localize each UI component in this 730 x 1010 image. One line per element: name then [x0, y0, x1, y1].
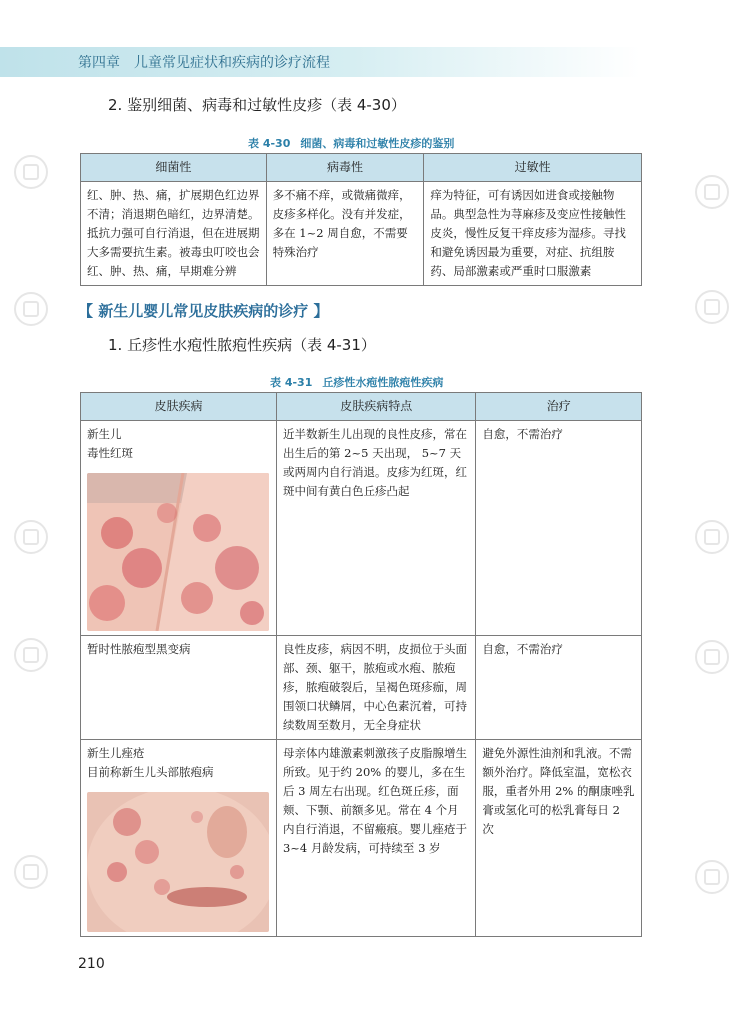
section-title: 【 新生儿婴儿常见皮肤疾病的诊疗 】	[78, 302, 329, 320]
chapter-title: 第四章 儿童常见症状和疾病的诊疗流程	[78, 55, 330, 71]
erythema-toxicum-photo	[87, 473, 269, 631]
disease-name-sub: 目前称新生儿头部脓疱病	[87, 765, 214, 779]
table-430-number: 表 4-30	[248, 137, 291, 150]
watermark-seal-icon	[14, 855, 48, 889]
disease-name-cell	[81, 740, 277, 937]
watermark-seal-icon	[14, 155, 48, 189]
table-cell: 痒为特征，可有诱因如进食或接触物品。典型急性为荨麻疹及变应性接触性皮炎，慢性反复干痒皮疹为湿疹。寻找和避免诱因最为重要，对症、抗组胺药、局部激素或严重时口服激素	[424, 182, 642, 286]
column-header: 治疗	[476, 393, 642, 421]
watermark-seal-icon	[14, 520, 48, 554]
column-header: 皮肤疾病	[81, 393, 277, 421]
table-header-row	[81, 154, 642, 182]
column-header: 过敏性	[424, 154, 642, 182]
disease-features-cell: 近半数新生儿出现的良性皮疹，常在出生后的第 2~5 天出现， 5~7 天或两周内自行消退。皮疹为红斑，红斑中间有黄白色丘疹凸起	[276, 421, 475, 636]
watermark-seal-icon	[695, 520, 729, 554]
watermark-seal-icon	[695, 175, 729, 209]
treatment-cell: 避免外源性油剂和乳液。不需额外治疗。降低室温，宽松衣服，重者外用 2% 的酮康唑乳膏或氢化可的松乳膏每日 2 次	[476, 740, 642, 937]
disease-name-cell	[81, 421, 277, 636]
table-430-title: 细菌、病毒和过敏性皮疹的鉴别	[300, 137, 455, 150]
treatment-cell: 自愈，不需治疗	[476, 636, 642, 740]
table-431-caption	[270, 374, 453, 390]
column-header: 细菌性	[81, 154, 267, 182]
treatment-cell: 自愈，不需治疗	[476, 421, 642, 636]
disease-name-cell	[81, 636, 277, 740]
table-row	[81, 740, 642, 937]
heading-differentiate-rash: 2. 鉴别细菌、病毒和过敏性皮疹（表 4-30）	[108, 96, 406, 114]
heading-papular-diseases: 1. 丘疹性水疱性脓疱性疾病（表 4-31）	[108, 336, 376, 354]
column-header: 皮肤疾病特点	[276, 393, 475, 421]
table-row	[81, 636, 642, 740]
table-header-row	[81, 393, 642, 421]
table-cell: 红、肿、热、痛，扩展期色红边界不清；消退期色暗红，边界清楚。抵抗力强可自行消退，但在进展期大多需要抗生素。被毒虫叮咬也会红、肿、热、痛，早期难分辨	[81, 182, 267, 286]
page-number: 210	[78, 956, 105, 972]
neonatal-acne-photo	[87, 792, 269, 932]
watermark-seal-icon	[695, 640, 729, 674]
disease-features-cell: 母亲体内雄激素刺激孩子皮脂腺增生所致。见于约 20% 的婴儿，多在生后 3 周左右出现。红色斑丘疹，面颊、下颚、前额多见。常在 4 个月内自行消退，不留瘢痕。婴儿痤疮于 3~4 月龄发病，可持续至 3 岁	[276, 740, 475, 937]
table-431-title: 丘疹性水疱性脓疱性疾病	[322, 376, 444, 389]
table-431-number: 表 4-31	[270, 376, 313, 389]
table-431	[80, 392, 642, 937]
disease-name-sub: 毒性红斑	[87, 446, 133, 460]
table-430-caption	[248, 135, 464, 151]
disease-name: 暂时性脓疱型黑变病	[87, 642, 191, 656]
table-row	[81, 421, 642, 636]
watermark-seal-icon	[14, 638, 48, 672]
column-header: 病毒性	[266, 154, 424, 182]
table-row	[81, 182, 642, 286]
watermark-seal-icon	[14, 292, 48, 326]
watermark-seal-icon	[695, 290, 729, 324]
disease-name: 新生儿	[87, 427, 122, 441]
table-430	[80, 153, 642, 286]
table-cell: 多不痛不痒，或微痛微痒，皮疹多样化。没有并发症，多在 1~2 周自愈，不需要特殊治疗	[266, 182, 424, 286]
disease-features-cell: 良性皮疹，病因不明，皮损位于头面部、颈、躯干，脓疱或水疱、脓疱疹，脓疱破裂后，呈褐色斑疹痂，周围领口状鳞屑，中心色素沉着，可持续数周至数月，无全身症状	[276, 636, 475, 740]
chapter-header	[0, 47, 730, 77]
watermark-seal-icon	[695, 860, 729, 894]
disease-name: 新生儿痤疮	[87, 746, 145, 760]
